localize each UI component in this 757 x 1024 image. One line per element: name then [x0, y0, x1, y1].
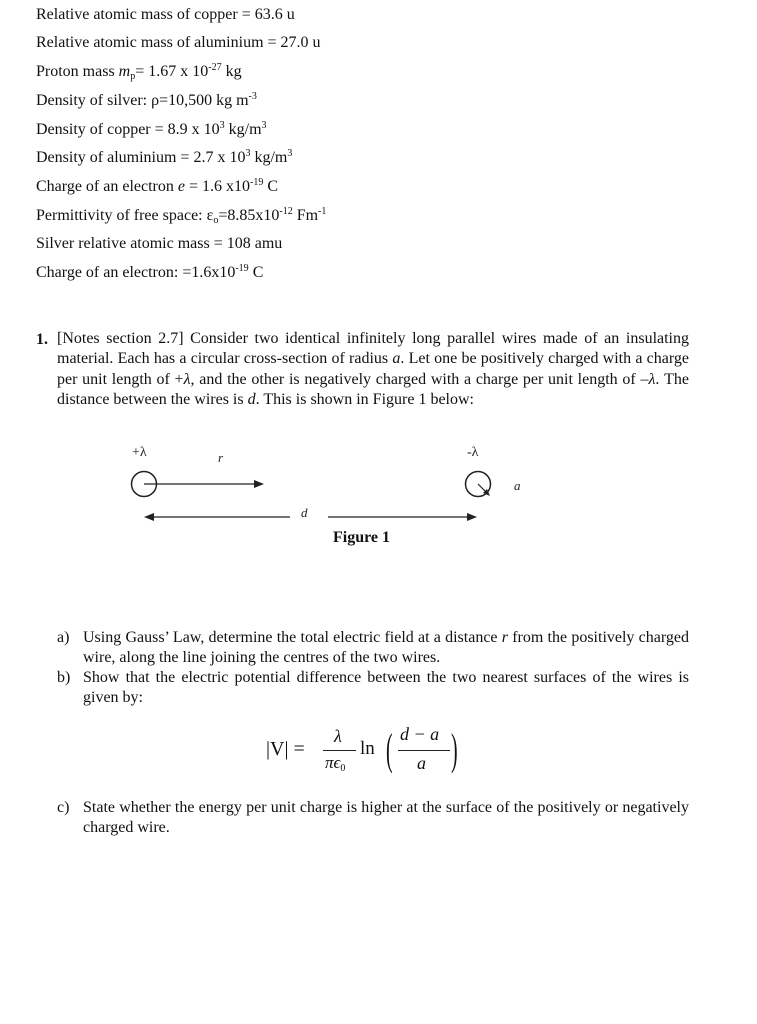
equation-a: a — [417, 753, 426, 773]
constant-aluminium-density: Density of aluminium = 2.7 x $10^3$ $kg/m^3$ — [36, 148, 293, 166]
figure-1-diagram — [0, 430, 757, 530]
constant-aluminium-mass: Relative atomic mass of aluminium = 27.0 u — [36, 34, 321, 51]
equation-d-minus-a: d − a — [400, 724, 440, 744]
part-b-label: b) — [57, 669, 71, 686]
label-a: a — [514, 478, 521, 493]
r-arrowhead — [254, 480, 264, 488]
equation-fraction-bar-2 — [398, 750, 450, 751]
equation-fraction-bar-1 — [323, 750, 356, 751]
constant-electron-charge: Charge of an electron e = 1.6 $x10^{-19}$ C — [36, 177, 279, 195]
question-text: [Notes section 2.7] Consider two identical infinitely long parallel wires made of an insulating material. Each has a circular cross-section of radius a. Let one be positively charged with a charge per unit length of +λ, and the other is negatively charged with a charge per unit length of –λ. The distance between the wires is d. This is shown in Figure 1 below: — [57, 330, 690, 408]
radius-line — [478, 484, 486, 492]
label-negative-lambda: -λ — [467, 445, 479, 460]
d-arrowhead-left — [144, 513, 154, 521]
equation-paren-left: ( — [386, 725, 393, 774]
label-d: d — [301, 505, 308, 520]
constant-silver-atomic-mass: Silver relative atomic mass = 108 amu — [36, 235, 283, 252]
constant-electron-charge-2: Charge of an electron: $=1.6x10^{-19}$ C — [36, 263, 264, 281]
label-r: r — [218, 450, 224, 465]
equation-lhs: |V| = — [266, 738, 305, 760]
part-c — [57, 798, 689, 838]
constant-copper-mass: Relative atomic mass of copper = 63.6 u — [36, 6, 295, 23]
part-a-text: Using Gauss’ Law, determine the total electric field at a distance r from the positively charged wire, along the line joining the centres of the two wires. — [83, 629, 690, 666]
part-b-text: Show that the electric potential difference between the two nearest surfaces of the wires is given by: — [83, 669, 689, 706]
figure-caption: Figure 1 — [333, 529, 391, 546]
part-a — [57, 628, 689, 668]
part-b — [57, 668, 689, 708]
constant-proton-mass: Proton mass $m_p= 1.67$ x $10^{-27}$ kg — [36, 62, 242, 82]
part-a-label: a) — [57, 629, 70, 646]
equation-lambda: λ — [334, 726, 342, 746]
question-number: 1. — [36, 331, 48, 348]
equation-ln: ln — [360, 738, 375, 759]
d-arrowhead-right — [467, 513, 477, 521]
equation-paren-right: ) — [451, 725, 458, 774]
part-c-label: c) — [57, 799, 70, 816]
constant-copper-density: Density of copper = 8.9 x $10^3$ $kg/m^3$ — [36, 120, 267, 138]
part-c-text: State whether the energy per unit charge is higher at the surface of the positively or negatively charged wire. — [83, 799, 689, 836]
label-positive-lambda: +λ — [132, 445, 147, 460]
constant-permittivity: Permittivity of free space: $\varepsilon_o=8.85x10^{-12}$ $Fm^{-1}$ — [36, 206, 327, 226]
equation-pi-epsilon: $\pi\epsilon_0$ — [325, 753, 346, 774]
constant-silver-density: Density of silver: ρ=10,500 kg $m^{-3}$ — [36, 91, 257, 109]
